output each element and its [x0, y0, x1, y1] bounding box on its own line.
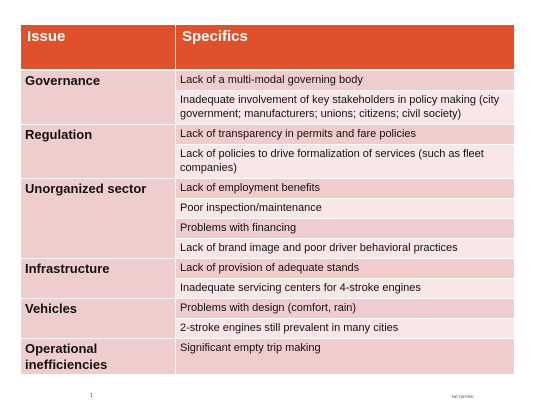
issue-cell-unorganized-sector: Unorganized sector [21, 179, 176, 259]
issue-cell-governance: Governance [21, 71, 176, 125]
table-row [21, 339, 514, 375]
issue-cell-operational-inefficiencies: Operational inefficiencies [21, 339, 176, 375]
spec-cell: Lack of provision of adequate stands [176, 259, 514, 279]
spec-cell: Inadequate servicing centers for 4-stroke engines [176, 279, 514, 299]
issue-cell-infrastructure: Infrastructure [21, 259, 176, 299]
table-row [21, 179, 514, 199]
issue-cell-vehicles: Vehicles [21, 299, 176, 339]
spec-cell: Inadequate involvement of key stakeholders in policy making (city government; manufacturers; unions; citizens; civil society) [176, 91, 514, 125]
spec-cell: Significant empty trip making [176, 339, 514, 375]
table-row [21, 259, 514, 279]
table-row [21, 125, 514, 145]
column-header-issue: Issue [21, 25, 176, 71]
column-header-specifics: Specifics [176, 25, 514, 71]
spec-cell: Poor inspection/maintenance [176, 199, 514, 219]
spec-cell: Lack of brand image and poor driver behavioral practices [176, 239, 514, 259]
spec-cell: Problems with design (comfort, rain) [176, 299, 514, 319]
spec-cell: 2-stroke engines still prevalent in many cities [176, 319, 514, 339]
table-row [21, 71, 514, 91]
table-header-row [21, 25, 514, 71]
table-row [21, 299, 514, 319]
spec-cell: Lack of a multi-modal governing body [176, 71, 514, 91]
footer-brand: NETWORK [452, 394, 474, 399]
spec-cell: Lack of transparency in permits and fare policies [176, 125, 514, 145]
issues-table [21, 25, 514, 375]
page-number: 1 [90, 393, 93, 399]
spec-cell: Lack of policies to drive formalization of services (such as fleet companies) [176, 145, 514, 179]
spec-cell: Problems with financing [176, 219, 514, 239]
spec-cell: Lack of employment benefits [176, 179, 514, 199]
issue-cell-regulation: Regulation [21, 125, 176, 179]
